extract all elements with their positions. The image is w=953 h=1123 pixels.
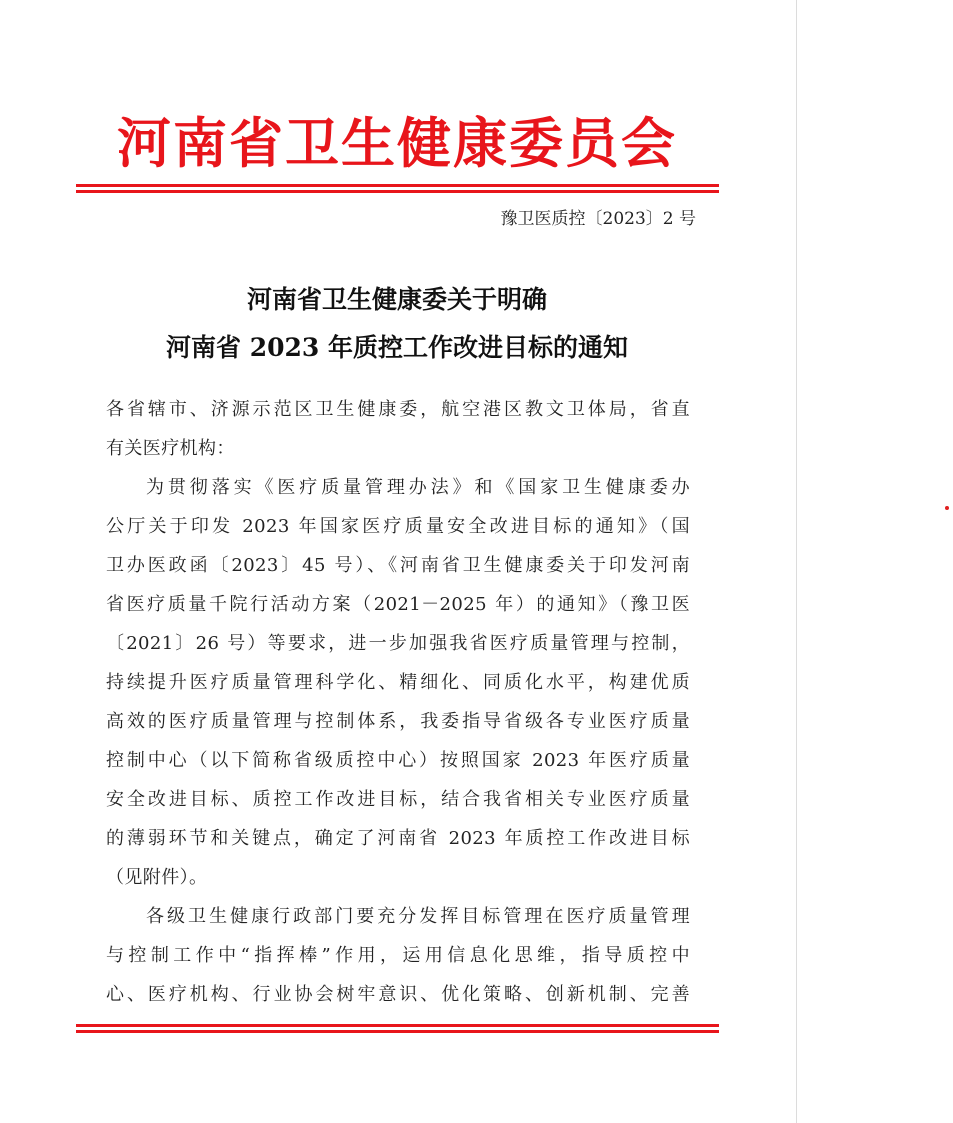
body-line: 与控制工作中“指挥棒”作用，运用信息化思维，指导质控中 [106, 945, 690, 966]
header-red-rule-bottom [76, 190, 719, 193]
document-number: 豫卫医质控〔2023〕2 号 [500, 209, 696, 229]
title-line-1: 河南省卫生健康委关于明确 [246, 285, 547, 314]
body-line: 各级卫生健康行政部门要充分发挥目标管理在医疗质量管理 [146, 906, 690, 927]
body-line: 为贯彻落实《医疗质量管理办法》和《国家卫生健康委办 [146, 477, 690, 498]
org-masthead: 河南省卫生健康委员会 [117, 112, 677, 175]
body-line: 持续提升医疗质量管理科学化、精细化、同质化水平，构建优质 [106, 672, 690, 693]
footer-red-rule-bottom [76, 1030, 719, 1033]
footer-red-rule-top [76, 1024, 719, 1027]
body-line: 的薄弱环节和关键点，确定了河南省 2023 年质控工作改进目标 [106, 828, 690, 849]
body-line: 心、医疗机构、行业协会树牢意识、优化策略、创新机制、完善 [106, 984, 690, 1005]
body-line: 有关医疗机构： [106, 438, 235, 459]
annotation-dot[interactable] [945, 506, 949, 510]
body-line: 省医疗质量千院行活动方案（2021－2025 年）的通知》（豫卫医 [106, 594, 690, 615]
body-line: 卫办医政函〔2023〕45 号）、《河南省卫生健康委关于印发河南 [106, 555, 690, 576]
body-line: 各省辖市、济源示范区卫生健康委，航空港区教文卫体局，省直 [106, 399, 690, 420]
body-line: 高效的医疗质量管理与控制体系，我委指导省级各专业医疗质量 [106, 711, 690, 732]
header-red-rule-top [76, 184, 719, 187]
body-line: 控制中心（以下简称省级质控中心）按照国家 2023 年医疗质量 [106, 750, 690, 771]
viewer-side-panel [797, 0, 953, 1123]
body-line: 安全改进目标、质控工作改进目标，结合我省相关专业医疗质量 [106, 789, 690, 810]
body-line: （见附件）。 [106, 867, 208, 888]
body-line: 〔2021〕26 号）等要求，进一步加强我省医疗质量管理与控制， [106, 633, 690, 654]
title-line-2: 河南省 2023 年质控工作改进目标的通知 [166, 333, 628, 362]
body-line: 公厅关于印发 2023 年国家医疗质量安全改进目标的通知》（国 [106, 516, 690, 537]
